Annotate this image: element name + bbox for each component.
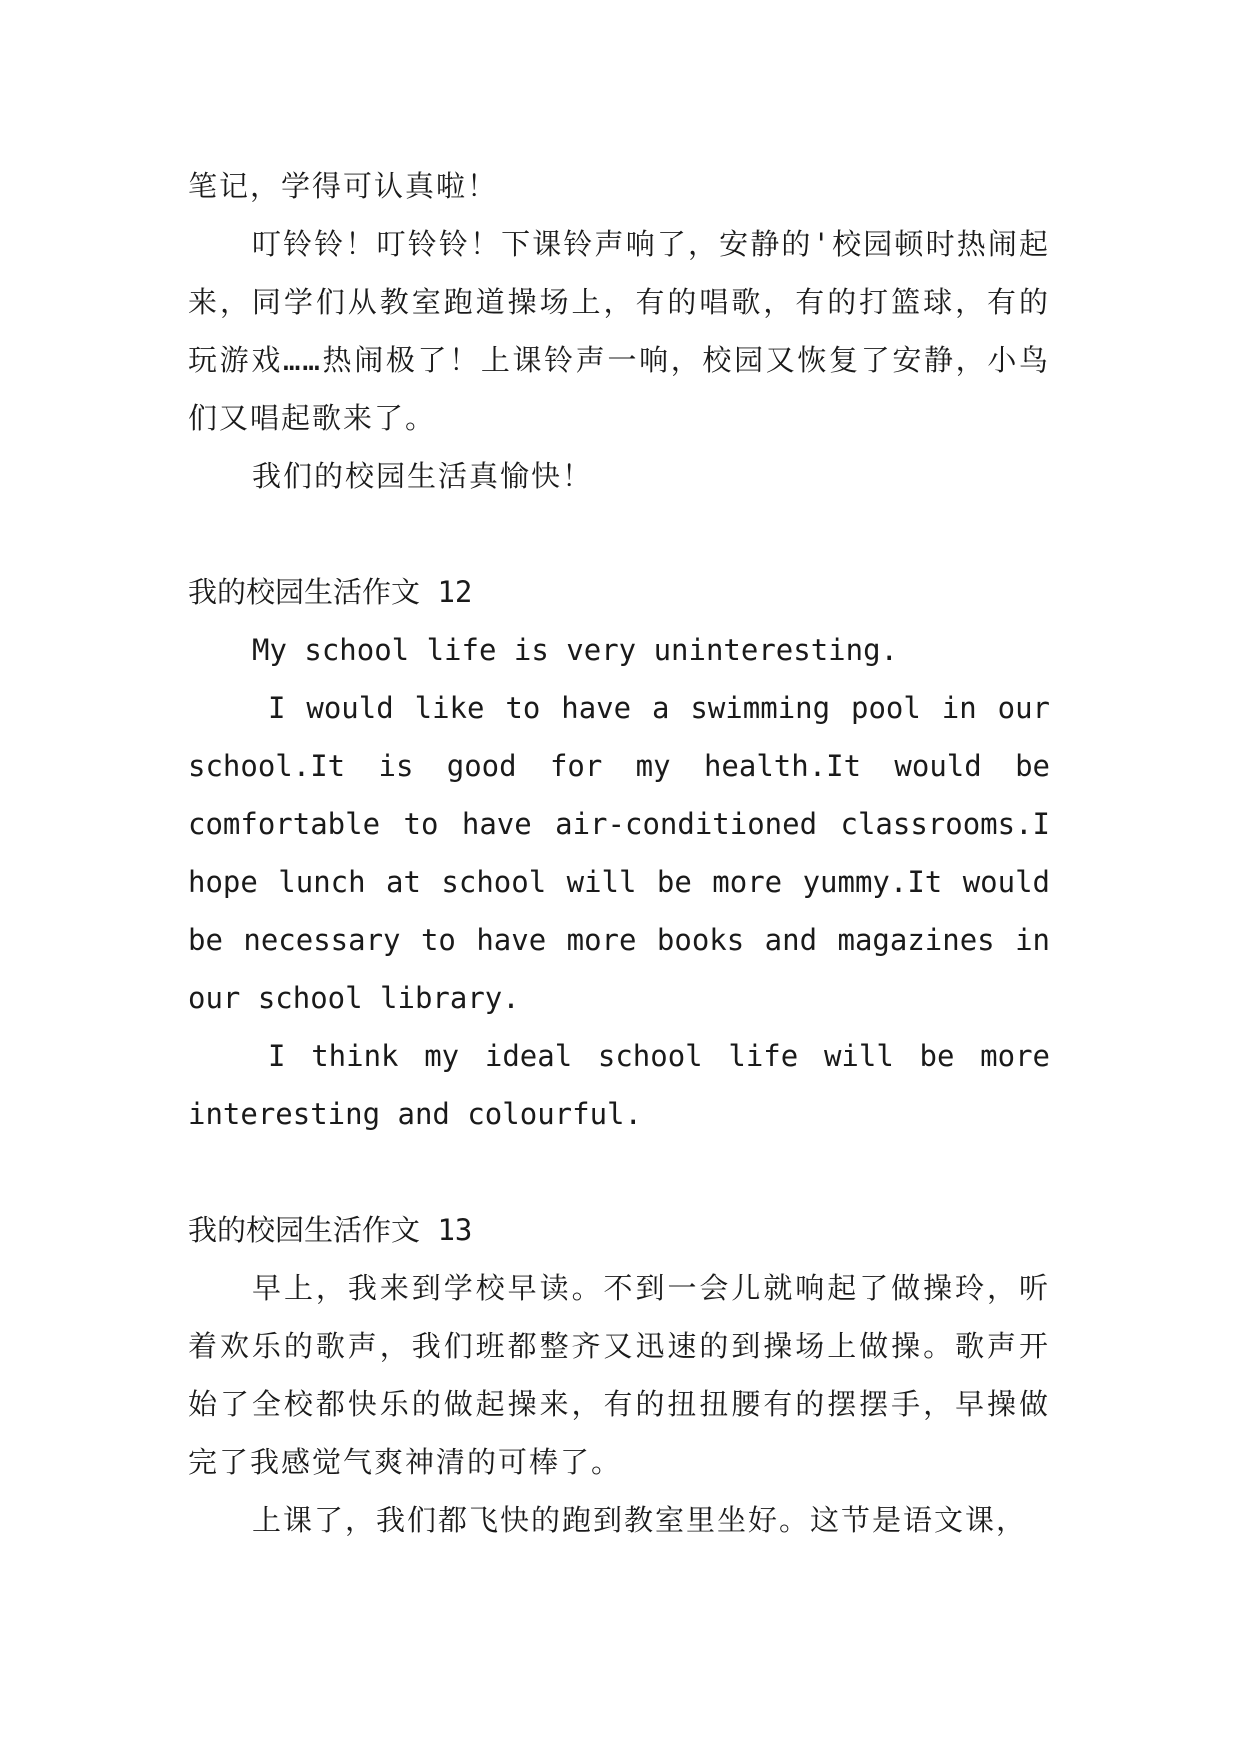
paragraph-13-class: 上课了，我们都飞快的跑到教室里坐好。这节是语文课，: [252, 1503, 1028, 1537]
document-body: [188, 157, 1050, 1549]
section-title-12: 我的校园生活作文 12: [188, 575, 473, 609]
paragraph-12-wishes: I would like to have a swimming pool in our school.It is good for my health.It would be comfortable to have air-conditioned classrooms.I hope lunch at school will be more yummy.It would be necessary to have more books and magazines in our school library.: [188, 691, 1050, 1015]
paragraph-recess: 叮铃铃！叮铃铃！下课铃声响了，安静的'校园顿时热闹起来，同学们从教室跑道操场上，有的唱歌，有的打篮球，有的玩游戏……热闹极了！上课铃声一响，校园又恢复了安静，小鸟们又唱起歌来了。: [188, 227, 1050, 435]
paragraph-13-morning: 早上，我来到学校早读。不到一会儿就响起了做操玲，听着欢乐的歌声，我们班都整齐又迅速的到操场上做操。歌声开始了全校都快乐的做起操来，有的扭扭腰有的摆摆手，早操做完了我感觉气爽神清的可棒了。: [188, 1271, 1050, 1479]
paragraph-12-conclusion: I think my ideal school life will be more interesting and colourful.: [188, 1039, 1050, 1131]
paragraph-happy: 我们的校园生活真愉快！: [252, 459, 594, 493]
section-title-13: 我的校园生活作文 13: [188, 1213, 473, 1247]
paragraph-notes: 笔记，学得可认真啦！: [188, 169, 499, 203]
section-gap: [188, 1143, 1050, 1201]
paragraph-12-intro: My school life is very uninteresting.: [252, 633, 899, 667]
section-gap: [188, 505, 1050, 563]
